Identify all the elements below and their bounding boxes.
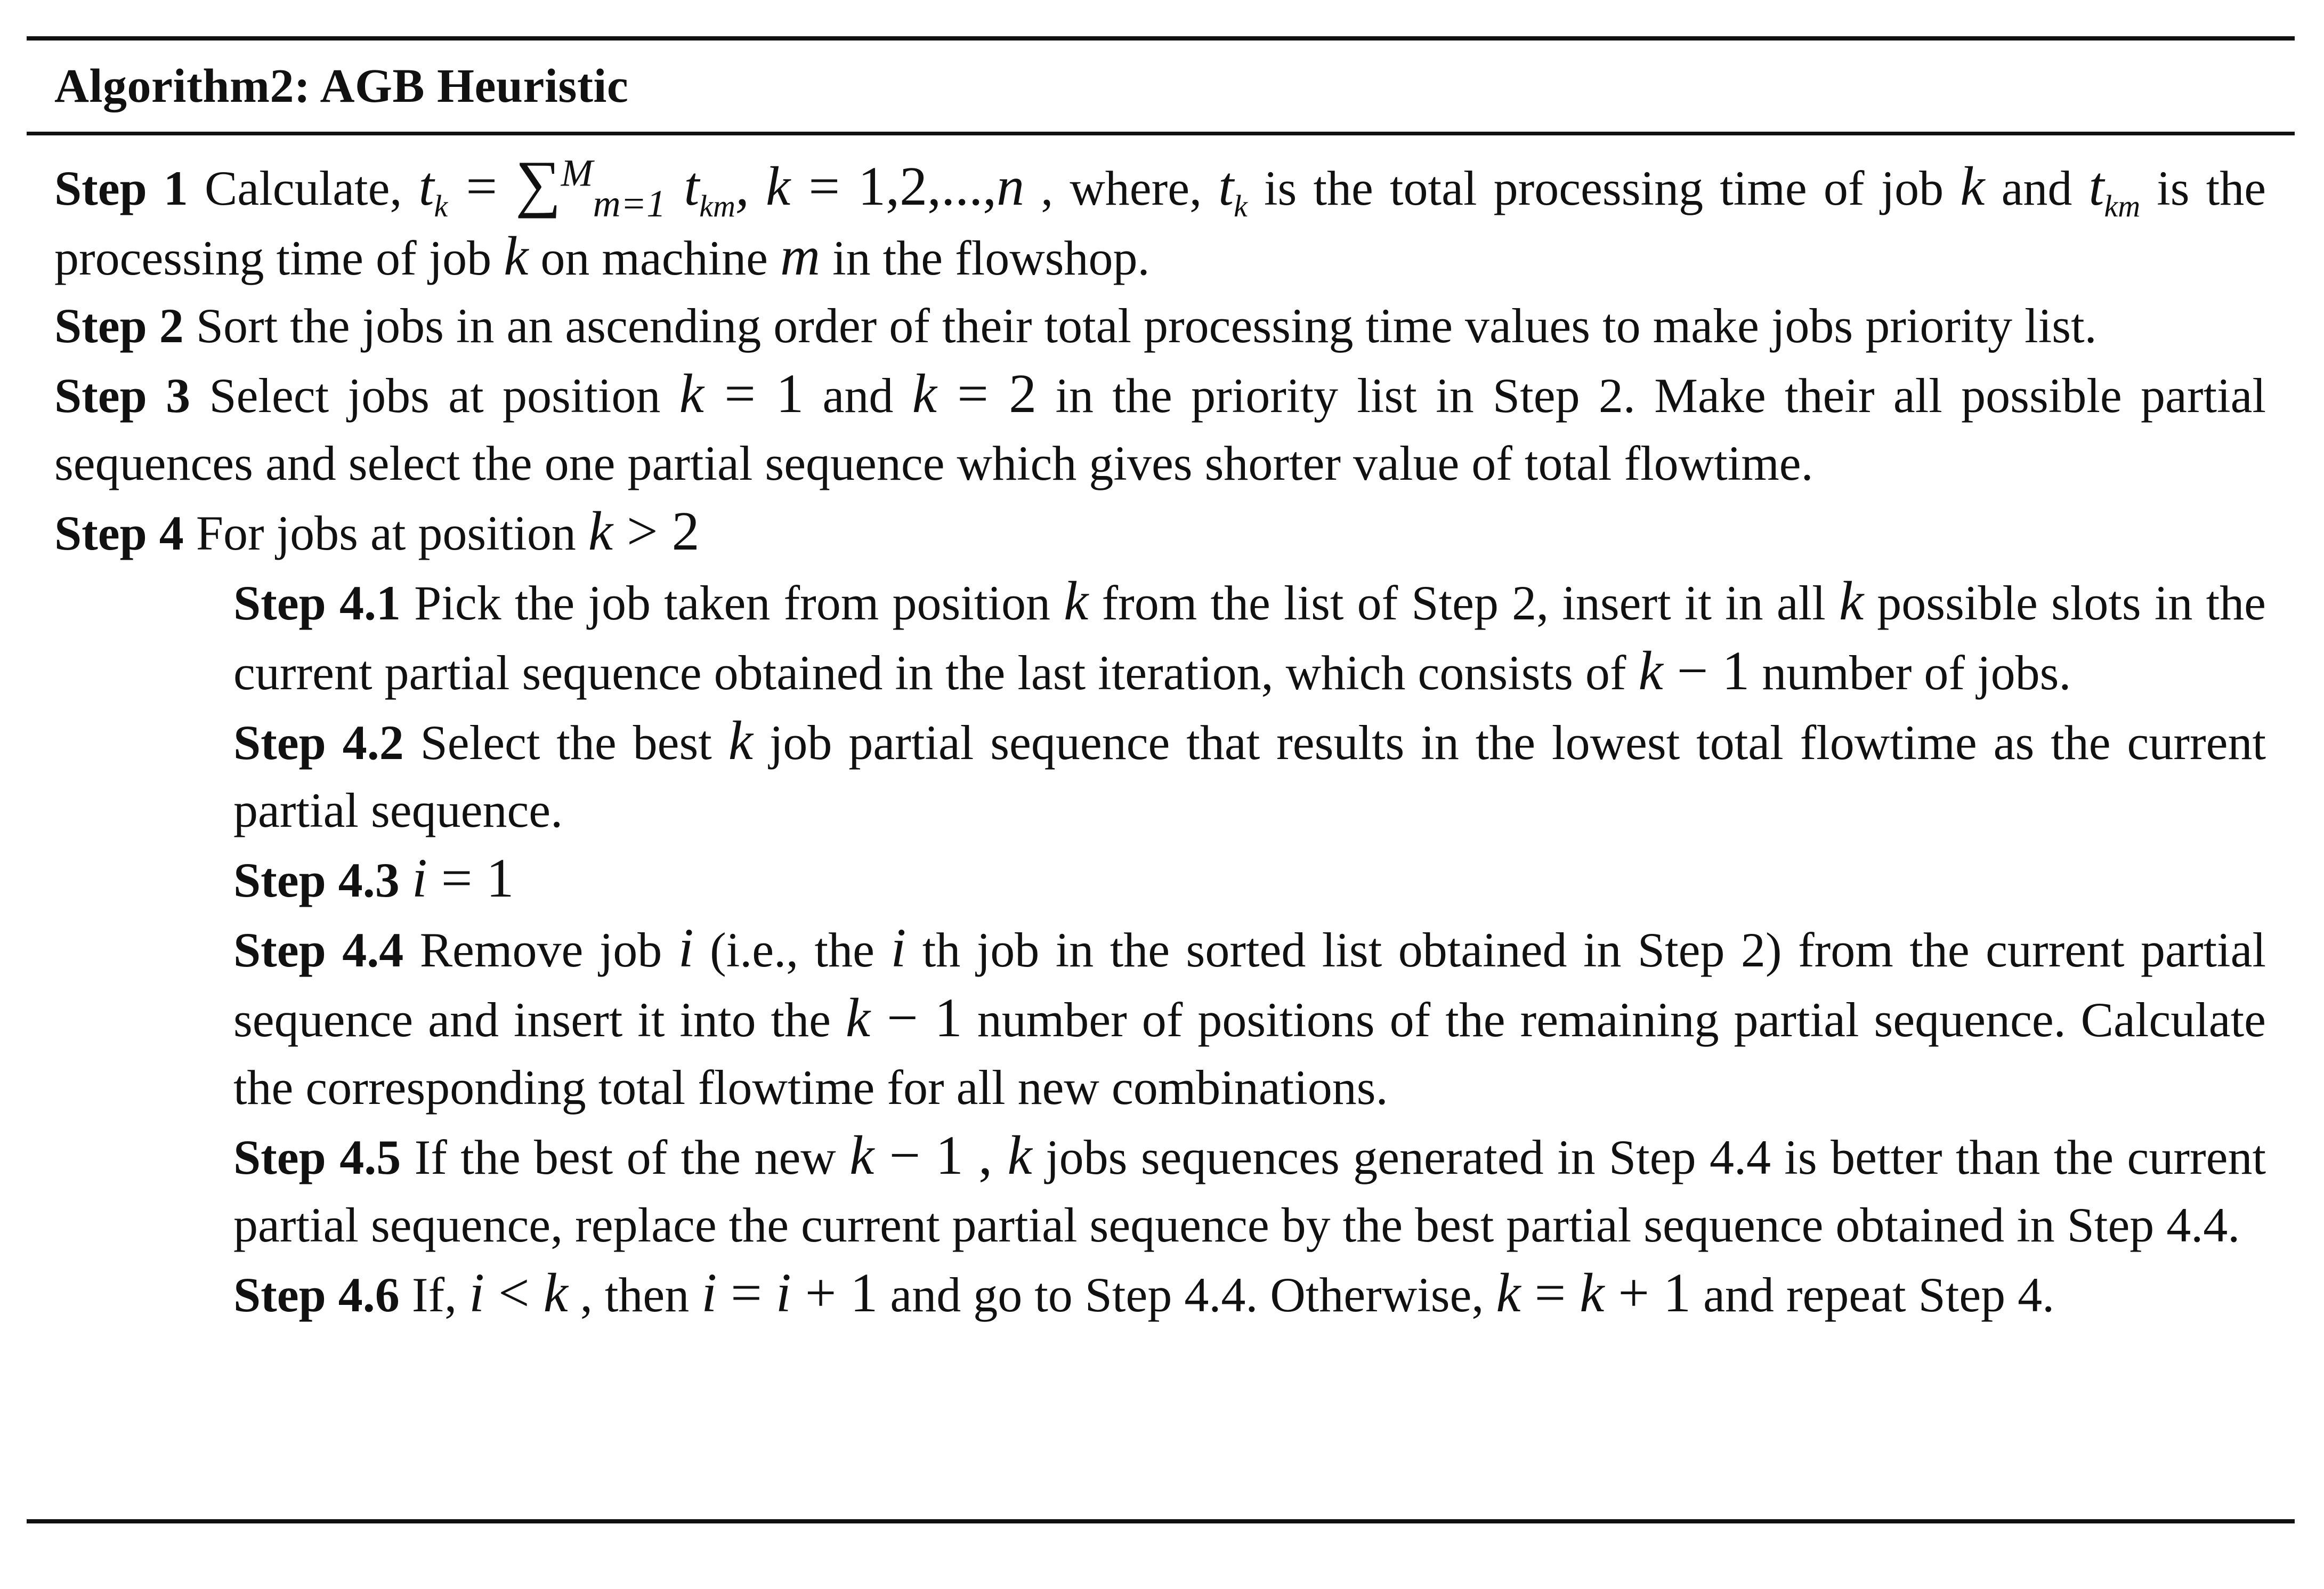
step-4-2-text-a: Select the best — [420, 715, 712, 770]
step-4-6-text-b: , then — [580, 1268, 690, 1322]
step-1-text-f: on machine — [540, 231, 768, 285]
formula-k-minus-1: k − 1 — [1638, 640, 1750, 701]
symbol-k: k — [504, 225, 529, 287]
step-2 — [54, 292, 2266, 360]
step-4-label: Step 4 — [54, 506, 184, 560]
step-4-1-text-d: number of jobs. — [1762, 646, 2071, 700]
step-1-text-b: , where, — [1041, 161, 1202, 215]
step-4-1-label: Step 4.1 — [233, 576, 401, 630]
formula-i-increment: i = i + 1 — [701, 1262, 878, 1324]
step-4-5-text-a: If the best of the new — [414, 1130, 836, 1184]
step-4-text-a: For jobs at position — [196, 506, 576, 560]
step-3-text-b: and — [822, 368, 894, 423]
step-4-6-label: Step 4.6 — [233, 1268, 400, 1322]
step-4-4-text-b: (i.e., the — [710, 923, 874, 977]
step-4-4 — [233, 914, 2266, 1122]
step-1-text-a: Calculate, — [205, 161, 402, 215]
formula-k-minus-1-comma-k: k − 1 , k — [849, 1125, 1032, 1186]
formula-k-equals-2: k = 2 — [912, 363, 1037, 424]
step-4-1-text-b: from the list of Step 2, insert it in all — [1102, 576, 1826, 630]
step-4 — [54, 497, 2266, 567]
step-1-text-g: in the flowshop. — [832, 231, 1150, 285]
step-4-4-text-d: number of positions of the remaining partial sequence. Calculate the corresponding total flowtime for all new combinations. — [233, 993, 2266, 1115]
symbol-k: k — [1960, 156, 1985, 217]
step-4-5-label: Step 4.5 — [233, 1130, 401, 1184]
algorithm-body — [27, 135, 2295, 1329]
symbol-tkm: $t_{km}$ — [2088, 156, 2141, 223]
symbol-i: i — [890, 917, 906, 979]
step-4-3 — [233, 844, 2266, 914]
symbol-k: k — [1064, 570, 1089, 632]
symbol-i: i — [678, 917, 694, 979]
symbol-tk: $t_k$ — [1218, 156, 1248, 223]
step-4-4-text-a: Remove job — [419, 923, 662, 977]
step-4-6 — [233, 1259, 2266, 1329]
step-4-1 — [233, 567, 2266, 707]
algorithm-title: Algorithm2: AGB Heuristic — [54, 60, 629, 112]
step-4-6-text-c: and go to Step 4.4. Otherwise, — [890, 1268, 1484, 1322]
step-1-text-e: is the processing time of job — [54, 161, 2266, 285]
symbol-k: k — [728, 710, 753, 771]
step-3 — [54, 360, 2266, 497]
step-2-label: Step 2 — [54, 299, 184, 353]
step-4-6-text-a: If, — [411, 1268, 457, 1322]
formula-k-minus-1: k − 1 — [845, 987, 962, 1048]
formula-k-equals-1: k = 1 — [679, 363, 804, 424]
step-1-text-c: is the total processing time of job — [1264, 161, 1944, 215]
step-3-label: Step 3 — [54, 368, 191, 423]
step-3-text-a: Select jobs at position — [209, 368, 661, 423]
step-4-6-text-d: and repeat Step 4. — [1703, 1268, 2055, 1322]
symbol-k: k — [1839, 570, 1864, 632]
formula-job-index: k = 1,2,...,n — [766, 156, 1025, 217]
step-4-3-label: Step 4.3 — [233, 853, 400, 907]
step-4-2-label: Step 4.2 — [233, 715, 404, 770]
step-1-label: Step 1 — [54, 161, 188, 215]
step-4-2 — [233, 707, 2266, 844]
step-3-text-c: in the priority list in Step 2. Make their all possible partial sequences and select the one partial sequence which gives shorter value of total flowtime. — [54, 368, 2266, 490]
symbol-m: m — [780, 225, 821, 287]
step-4-2-text-b: job partial sequence that results in the lowest total flowtime as the current partial sequence. — [233, 715, 2266, 837]
step-4-5-text-b: jobs sequences generated in Step 4.4 is better than the current partial sequence, replace the current partial sequence by the best partial sequence obtained in Step 4.4. — [233, 1130, 2266, 1252]
algorithm-header — [27, 41, 2295, 135]
step-1: Step 1 Calculate, $t_k = \sum^M_{m=1}$ $t_{km}$, k = 1,2,...,n , where, $t_k$ is the total processing time of job k and $t_{km}$ is the processing time of job k on machine m in the flowshop. — [54, 148, 2266, 287]
step-4-1-text-c: possible slots in the current partial sequence obtained in the last iteration, which consists of — [233, 576, 2266, 700]
step-4-5 — [233, 1122, 2266, 1259]
step-4-4-label: Step 4.4 — [233, 923, 404, 977]
formula-k-increment: k = k + 1 — [1496, 1262, 1691, 1324]
step-2-text: Sort the jobs in an ascending order of their total processing time values to make jobs priority list. — [196, 299, 2097, 353]
step-1-text-d: and — [2001, 161, 2072, 215]
formula-total-time: $t_k = \sum^M_{m=1}$ $t_{km}$ — [418, 148, 735, 225]
formula-i-equals-1: i = 1 — [411, 848, 514, 909]
step-4-4-text-c: th job in the sorted list obtained in Step 2) from the current partial sequence and insert it into the — [233, 923, 2266, 1047]
algorithm-box — [27, 36, 2295, 1523]
step-4-1-text-a: Pick the job taken from position — [414, 576, 1050, 630]
formula-i-less-k: i < k — [469, 1262, 568, 1324]
formula-k-greater-2: k > 2 — [588, 501, 700, 562]
